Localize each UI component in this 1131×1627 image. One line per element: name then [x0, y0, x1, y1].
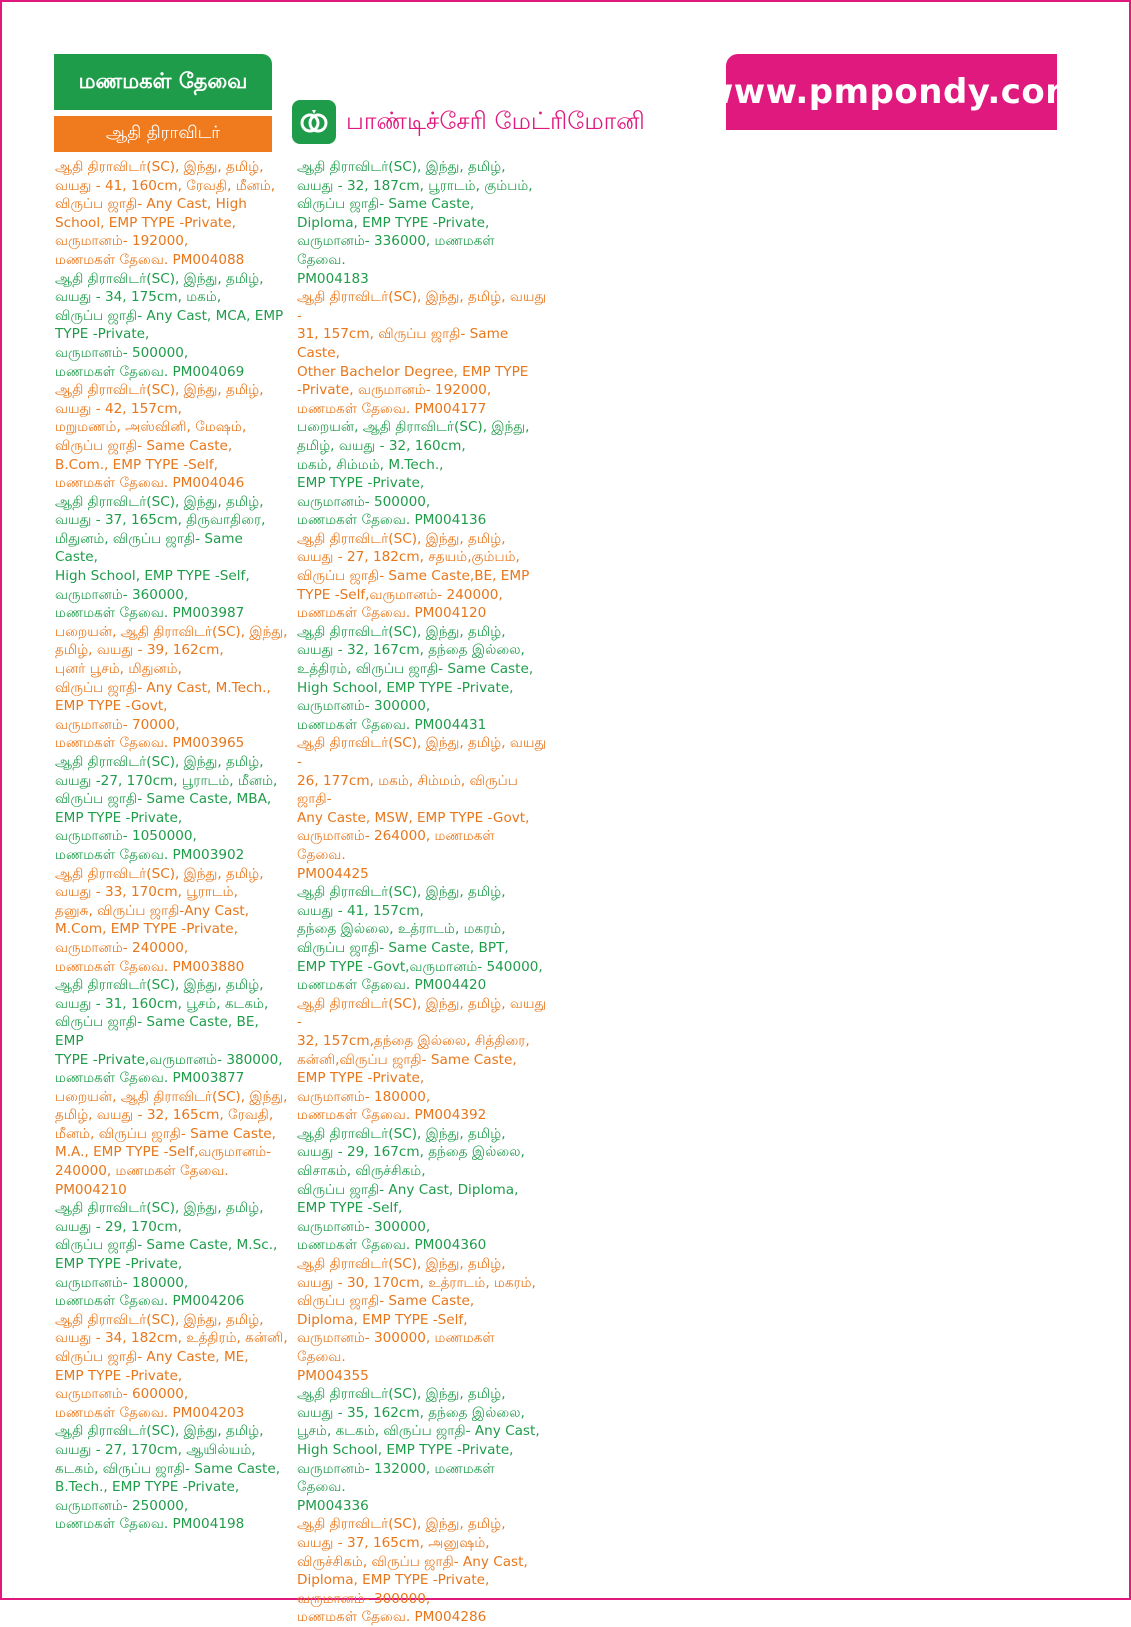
listing-entry: ஆதி திராவிடர்(SC), இந்து, தமிழ், வயது - 31, 160cm, பூசம், கடகம், விருப்ப ஜாதி- Same Caste, BE, EMP TYPE -Private,வருமானம்- 380000, மணமகள் தேவை. PM003877 — [55, 977, 283, 1087]
listing-entry: ஆதி திராவிடர்(SC), இந்து, தமிழ், வயது - 29, 170cm, விருப்ப ஜாதி- Same Caste, M.Sc., EMP TYPE -Private, வருமானம்- 180000, மணமகள் தேவை. PM004206 — [55, 1200, 278, 1310]
listing-entry: ஆதி திராவிடர்(SC), இந்து, தமிழ், வயது - 26, 177cm, மகம், சிம்மம், விருப்ப ஜாதி- Any Caste, MSW, EMP TYPE -Govt, வருமானம்- 264000, மணமகள் தேவை. PM004425 — [297, 735, 547, 882]
listing-entry: ஆதி திராவிடர்(SC), இந்து, தமிழ், வயது - 32, 157cm,தந்தை இல்லை, சித்திரை, கன்னி,விருப்ப ஜாதி- Same Caste, EMP TYPE -Private, வருமானம்- 180000, மணமகள் தேவை. PM004392 — [297, 995, 547, 1124]
listing-entry: ஆதி திராவிடர்(SC), இந்து, தமிழ், வயது - 41, 160cm, ரேவதி, மீனம், விருப்ப ஜாதி- Any Cast, High School, EMP TYPE -Private, வருமானம்- 192000, மணமகள் தேவை. PM004088 — [55, 159, 276, 268]
listing-column-right — [297, 158, 547, 1627]
rings-logo-icon — [292, 100, 336, 144]
caste-title: ஆதி திராவிடர் — [105, 123, 221, 143]
listing-entry: பறையன், ஆதி திராவிடர்(SC), இந்து, தமிழ், வயது - 39, 162cm, புனர் பூசம், மிதுனம், விருப்ப ஜாதி- Any Cast, M.Tech., EMP TYPE -Govt, வருமானம்- 70000, மணமகள் தேவை. PM003965 — [55, 623, 288, 752]
listing-entry: ஆதி திராவிடர்(SC), இந்து, தமிழ், வயது - 37, 165cm, திருவாதிரை, மிதுனம், விருப்ப ஜாதி- Same Caste, High School, EMP TYPE -Self, வருமானம்- 360000, மணமகள் தேவை. PM003987 — [55, 493, 266, 622]
listing-column-left — [55, 158, 290, 1534]
listing-entry: ஆதி திராவிடர்(SC), இந்து, தமிழ், வயது -27, 170cm, பூராடம், மீனம், விருப்ப ஜாதி- Same Caste, MBA, EMP TYPE -Private, வருமானம்- 1050000, மணமகள் தேவை. PM003902 — [55, 754, 278, 863]
listing-entry: ஆதி திராவிடர்(SC), இந்து, தமிழ், வயது - 32, 187cm, பூராடம், கும்பம், விருப்ப ஜாதி- Same Caste, Diploma, EMP TYPE -Private, வருமானம்- 336000, மணமகள் தேவை. PM004183 — [297, 159, 533, 287]
listing-entry: ஆதி திராவிடர்(SC), இந்து, தமிழ், வயது - 37, 165cm, அனுஷம், விருச்சிகம், விருப்ப ஜாதி- Any Cast, Diploma, EMP TYPE -Private, வருமானம்- 300000, மணமகள் தேவை. PM004286 — [297, 1516, 528, 1626]
caste-header — [54, 116, 272, 152]
listing-entry: பறையன், ஆதி திராவிடர்(SC), இந்து, தமிழ், வயது - 32, 165cm, ரேவதி, மீனம், விருப்ப ஜாதி- Same Caste, M.A., EMP TYPE -Self,வருமானம்- 240000, மணமகள் தேவை. PM004210 — [55, 1088, 288, 1198]
listing-entry: ஆதி திராவிடர்(SC), இந்து, தமிழ், வயது - 42, 157cm, மறுமணம், அஸ்வினி, மேஷம், விருப்ப ஜாதி- Same Caste, B.Com., EMP TYPE -Self, மணமகள் தேவை. PM004046 — [55, 382, 264, 492]
website-url[interactable] — [701, 54, 1082, 130]
website-label: www.pmpondy.com — [701, 72, 1082, 112]
listing-entry: ஆதி திராவிடர்(SC), இந்து, தமிழ், வயது - 30, 170cm, உத்ராடம், மகரம், விருப்ப ஜாதி- Same Caste, Diploma, EMP TYPE -Self, வருமானம்- 300000, மணமகள் தேவை. PM004355 — [297, 1256, 536, 1384]
listing-entry: ஆதி திராவிடர்(SC), இந்து, தமிழ், வயது - 34, 182cm, உத்திரம், கன்னி, விருப்ப ஜாதி- Any Caste, ME, EMP TYPE -Private, வருமானம்- 600000, மணமகள் தேவை. PM004203 — [55, 1311, 288, 1421]
listing-entry: ஆதி திராவிடர்(SC), இந்து, தமிழ், வயது - 41, 157cm, தந்தை இல்லை, உத்ராடம், மகரம், விருப்ப ஜாதி- Same Caste, BPT, EMP TYPE -Govt,வருமானம்- 540000, மணமகள் தேவை. PM004420 — [297, 884, 543, 994]
listing-entry: ஆதி திராவிடர்(SC), இந்து, தமிழ், வயது - 34, 175cm, மகம், விருப்ப ஜாதி- Any Cast, MCA, EMP TYPE -Private, வருமானம்- 500000, மணமகள் தேவை. PM004069 — [55, 270, 284, 380]
listing-entry: ஆதி திராவிடர்(SC), இந்து, தமிழ், வயது - 32, 167cm, தந்தை இல்லை, உத்திரம், விருப்ப ஜாதி- Same Caste, High School, EMP TYPE -Private, வருமானம்- 300000, மணமகள் தேவை. PM004431 — [297, 623, 534, 733]
listing-entry: ஆதி திராவிடர்(SC), இந்து, தமிழ், வயது - 29, 167cm, தந்தை இல்லை, விசாகம், விருச்சிகம், விருப்ப ஜாதி- Any Cast, Diploma, EMP TYPE -Self, வருமானம்- 300000, மணமகள் தேவை. PM004360 — [297, 1125, 525, 1254]
listing-entry: ஆதி திராவிடர்(SC), இந்து, தமிழ், வயது - 27, 170cm, ஆயில்யம், கடகம், விருப்ப ஜாதி- Same Caste, B.Tech., EMP TYPE -Private, வருமானம்- 250000, மணமகள் தேவை. PM004198 — [55, 1423, 281, 1533]
listing-entry: ஆதி திராவிடர்(SC), இந்து, தமிழ், வயது - 31, 157cm, விருப்ப ஜாதி- Same Caste, Other Bachelor Degree, EMP TYPE -Private, வருமானம்- 192000, மணமகள் தேவை. PM004177 — [297, 289, 547, 417]
category-title: மணமகள் தேவை — [78, 68, 248, 93]
category-header — [54, 54, 272, 110]
listing-entry: ஆதி திராவிடர்(SC), இந்து, தமிழ், வயது - 33, 170cm, பூராடம், தனுசு, விருப்ப ஜாதி-Any Cast, M.Com, EMP TYPE -Private, வருமானம்- 240000, மணமகள் தேவை. PM003880 — [55, 865, 264, 975]
listing-entry: பறையன், ஆதி திராவிடர்(SC), இந்து, தமிழ், வயது - 32, 160cm, மகம், சிம்மம், M.Tech., EMP TYPE -Private, வருமானம்- 500000, மணமகள் தேவை. PM004136 — [297, 419, 530, 529]
brand — [292, 100, 645, 144]
listing-entry: ஆதி திராவிடர்(SC), இந்து, தமிழ், வயது - 27, 182cm, சதயம்,கும்பம், விருப்ப ஜாதி- Same Caste,BE, EMP TYPE -Self,வருமானம்- 240000, மணமகள் தேவை. PM004120 — [297, 530, 530, 622]
listing-entry: ஆதி திராவிடர்(SC), இந்து, தமிழ், வயது - 35, 162cm, தந்தை இல்லை, பூசம், கடகம், விருப்ப ஜாதி- Any Cast, High School, EMP TYPE -Private, வருமானம்- 132000, மணமகள் தேவை. PM004336 — [297, 1386, 540, 1514]
brand-name: பாண்டிச்சேரி மேட்ரிமோனி — [346, 106, 645, 135]
